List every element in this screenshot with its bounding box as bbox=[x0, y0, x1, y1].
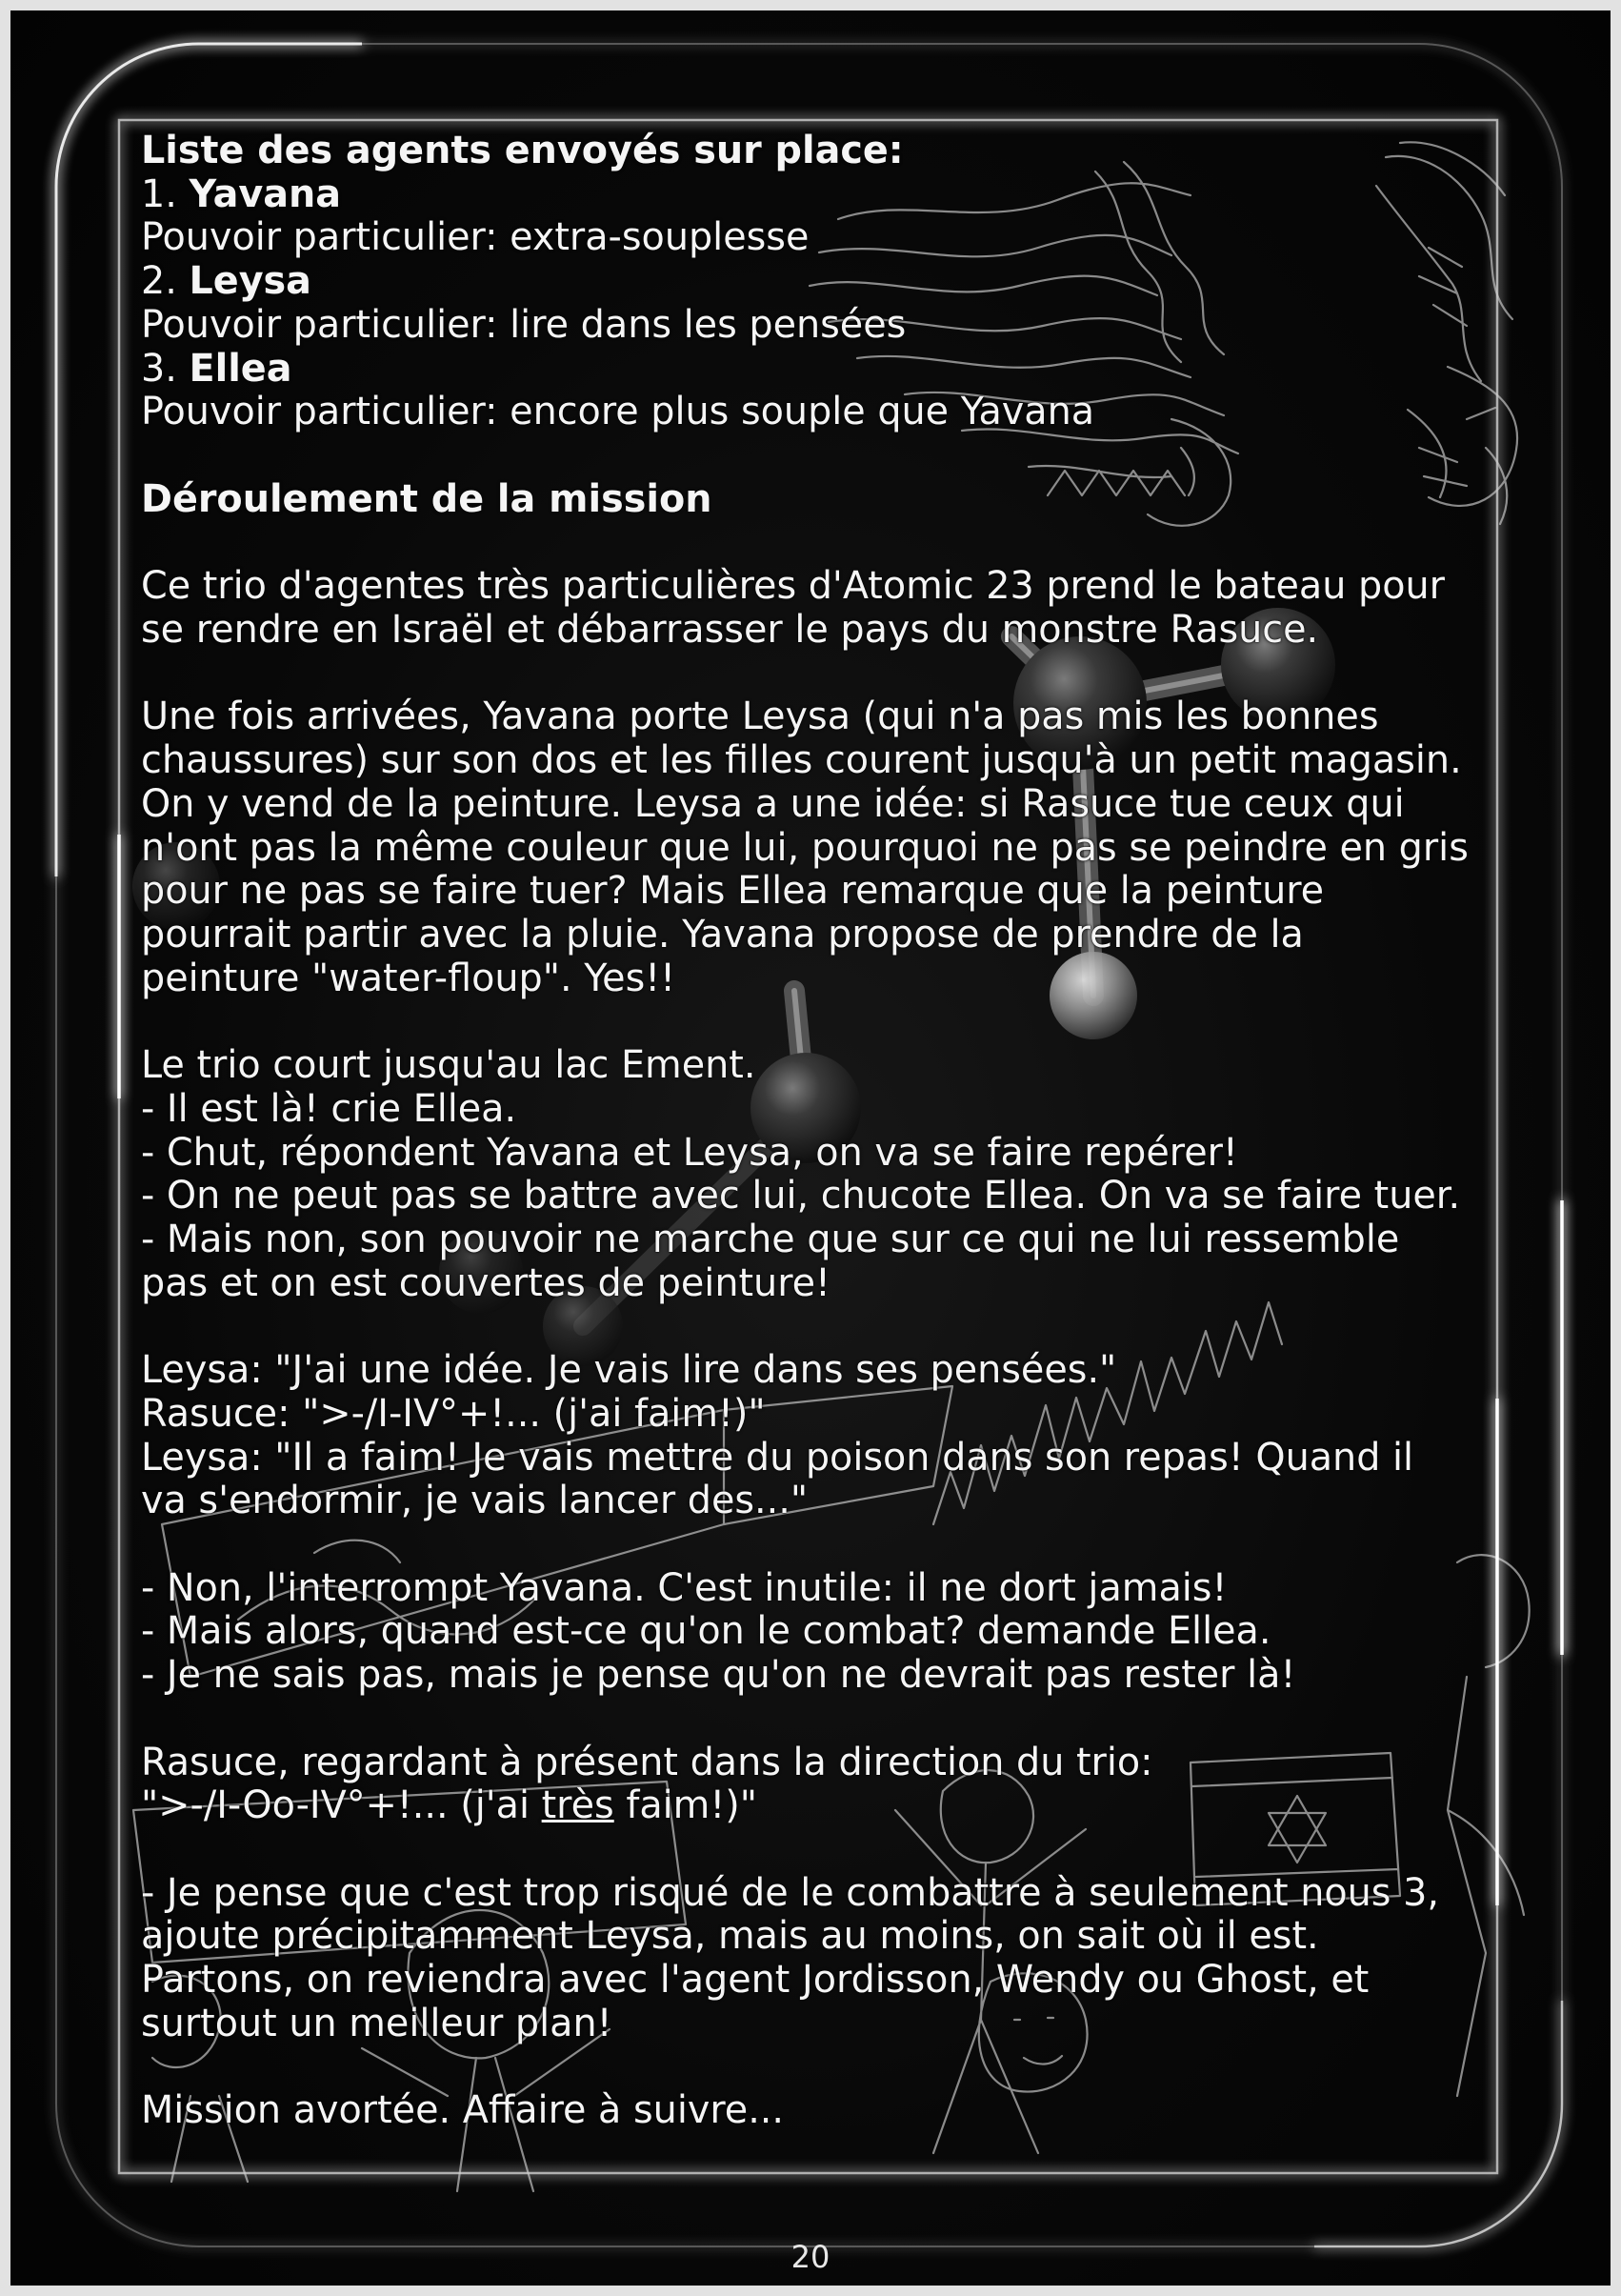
quote-end: faim!)" bbox=[613, 1783, 757, 1828]
dialogue-line: - Il est là! crie Ellea. bbox=[141, 1086, 517, 1131]
agent-entry bbox=[141, 260, 1469, 304]
story-paragraph bbox=[141, 695, 1469, 1000]
story-paragraph bbox=[141, 1872, 1469, 2046]
dialogue-line: - On ne peut pas se battre avec lui, chucote Ellea. On va se faire tuer. bbox=[141, 1174, 1461, 1218]
page-text bbox=[141, 130, 1469, 2133]
dialogue-line: - Non, l'interrompt Yavana. C'est inutile: il ne dort jamais! bbox=[141, 1565, 1228, 1610]
agents-list-title: Liste des agents envoyés sur place: bbox=[141, 129, 904, 172]
story-line: Rasuce, regardant à présent dans la direction du trio: bbox=[141, 1740, 1153, 1784]
dialogue-line bbox=[141, 1784, 1469, 1828]
story-paragraph bbox=[141, 1742, 1469, 1828]
agent-power: Pouvoir particulier: encore plus souple que Yavana bbox=[141, 390, 1095, 434]
story-line: chaussures) sur son dos et les filles courent jusqu'à un petit magasin. bbox=[141, 738, 1462, 783]
agent-number: 2. bbox=[141, 259, 190, 304]
story-line: Le trio court jusqu'au lac Ement. bbox=[141, 1043, 756, 1088]
dialogue-line: - Mais non, son pouvoir ne marche que sur ce qui ne lui ressemble bbox=[141, 1217, 1400, 1261]
story-line: surtout un meilleur plan! bbox=[141, 2001, 612, 2045]
closing-line: Mission avortée. Affaire à suivre... bbox=[141, 2088, 785, 2133]
story-line: Ce trio d'agentes très particulières d'Atomic 23 prend le bateau pour bbox=[141, 564, 1445, 609]
story-paragraph bbox=[141, 1044, 1469, 1305]
story-line: Une fois arrivées, Yavana porte Leysa (qui n'a pas mis les bonnes bbox=[141, 695, 1379, 739]
agent-number: 3. bbox=[141, 346, 190, 391]
dialogue-line: - Je pense que c'est trop risqué de le combattre à seulement nous 3, bbox=[141, 1870, 1439, 1915]
story-paragraph bbox=[141, 565, 1469, 652]
story-line: ajoute précipitamment Leysa, mais au moins, on sait où il est. bbox=[141, 1914, 1319, 1959]
story-line: peinture "water-floup". Yes!! bbox=[141, 956, 676, 1000]
underlined-word: très bbox=[541, 1783, 614, 1828]
story-paragraph bbox=[141, 2089, 1469, 2133]
story-line: On y vend de la peinture. Leysa a une idée: si Rasuce tue ceux qui bbox=[141, 781, 1405, 826]
story-line: pour ne pas se faire tuer? Mais Ellea remarque que la peinture bbox=[141, 869, 1325, 914]
dialogue-line: - Chut, répondent Yavana et Leysa, on va se faire repérer! bbox=[141, 1130, 1238, 1175]
dialogue-line: pas et on est couvertes de peinture! bbox=[141, 1260, 831, 1305]
story-line: Partons, on reviendra avec l'agent Jordisson, Wendy ou Ghost, et bbox=[141, 1958, 1370, 2003]
agent-number: 1. bbox=[141, 171, 190, 216]
dialogue-line: Leysa: "J'ai une idée. Je vais lire dans ses pensées." bbox=[141, 1348, 1117, 1393]
page-number: 20 bbox=[790, 2239, 831, 2275]
agent-power: Pouvoir particulier: extra-souplesse bbox=[141, 215, 810, 260]
agent-power: Pouvoir particulier: lire dans les pensées bbox=[141, 302, 907, 347]
story-line: se rendre en Israël et débarrasser le pays du monstre Rasuce. bbox=[141, 607, 1319, 652]
agent-name: Ellea bbox=[189, 346, 292, 391]
dialogue-line: - Mais alors, quand est-ce qu'on le combat? demande Ellea. bbox=[141, 1609, 1271, 1654]
quote-start: ">-/I-Oo-IV°+!... (j'ai bbox=[141, 1783, 542, 1828]
agent-name: Yavana bbox=[189, 171, 342, 216]
mission-heading: Déroulement de la mission bbox=[141, 476, 712, 521]
agent-entry bbox=[141, 348, 1469, 392]
dialogue-line: va s'endormir, je vais lancer des..." bbox=[141, 1479, 809, 1523]
dialogue-line: - Je ne sais pas, mais je pense qu'on ne devrait pas rester là! bbox=[141, 1653, 1296, 1698]
dialogue-line: Leysa: "Il a faim! Je vais mettre du poison dans son repas! Quand il bbox=[141, 1435, 1414, 1480]
story-paragraph bbox=[141, 1567, 1469, 1698]
story-line: n'ont pas la même couleur que lui, pourquoi ne pas se peindre en gris bbox=[141, 825, 1469, 870]
agent-name: Leysa bbox=[189, 259, 311, 304]
agent-entry bbox=[141, 173, 1469, 217]
story-line: pourrait partir avec la pluie. Yavana propose de prendre de la bbox=[141, 912, 1304, 957]
dialogue-line: Rasuce: ">-/I-IV°+!... (j'ai faim!)" bbox=[141, 1391, 766, 1436]
story-paragraph bbox=[141, 1349, 1469, 1523]
